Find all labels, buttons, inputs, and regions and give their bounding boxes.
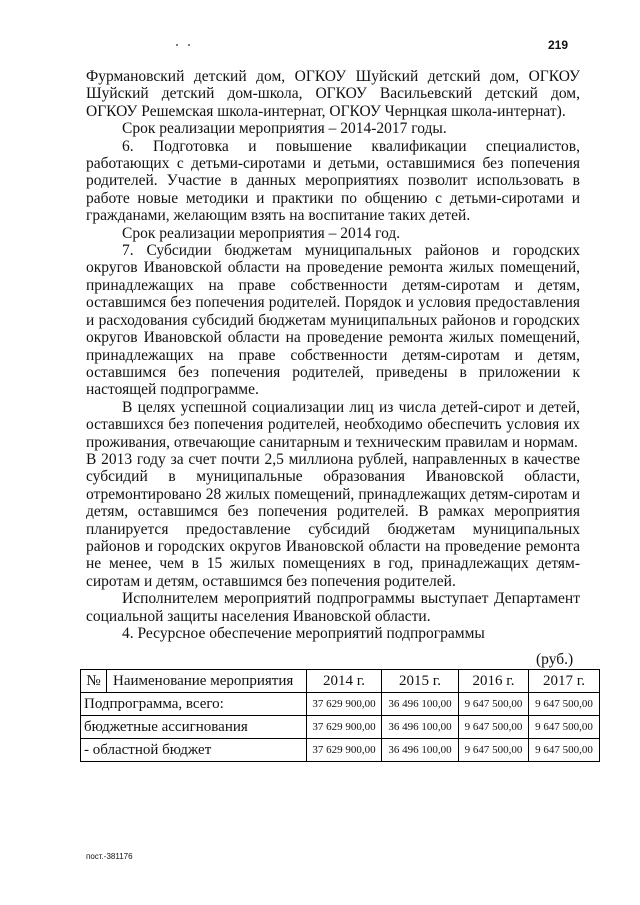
scan-speck — [176, 44, 178, 46]
row-label: - областной бюджет — [81, 739, 307, 762]
table-row — [81, 739, 600, 762]
header-number: № — [81, 670, 107, 693]
paragraph-socialization: В целях успешной социализации лиц из числа детей-сирот и детей, оставшихся без попечения родителей, необходимо обеспечить условия их проживания, отвечающие санитарным и техническим правилам и нормам. — [86, 398, 580, 451]
scan-speck — [188, 44, 190, 46]
paragraph-term-2014: Срок реализации мероприятия – 2014 год. — [122, 224, 401, 242]
header-2017: 2017 г. — [529, 670, 600, 693]
paragraph-2013-results: В 2013 году за счет почти 2,5 миллиона рублей, направленных в качестве субсидий в муниципальные образования Ивановской области, отремонтировано 28 жилых помещений, принадлежащих детям-сиротам и детям, оставшимся без попечения родителей. В рамках мероприятия планируется предоставление субсидий бюджетам муниципальных районов и городских округов Ивановской области на проведение ремонта не менее, чем в 15 жилых помещениях в год, принадлежащих детям-сиротам и детям, оставшимся без попечения родителей. — [86, 450, 580, 590]
cell-2017: 9 647 500,00 — [529, 716, 600, 739]
table-header-row — [81, 670, 600, 693]
section-heading-resources: 4. Ресурсное обеспечение мероприятий подпрограммы — [122, 625, 485, 642]
cell-2014: 37 629 900,00 — [307, 739, 382, 762]
row-label: Подпрограмма, всего: — [81, 693, 307, 716]
paragraph-item-6: 6. Подготовка и повышение квалификации специалистов, работающих с детьми-сиротами и детьми, оставшимися без попечения родителей. Участие в данных мероприятиях позволит использовать в работе новые методики и практики по общению с детьми-сиротами и гражданами, желающим взять на воспитание таких детей. — [86, 137, 580, 225]
cell-2015: 36 496 100,00 — [382, 693, 459, 716]
body-text — [86, 68, 580, 642]
header-2014: 2014 г. — [307, 670, 382, 693]
table-unit-label: (руб.) — [536, 651, 574, 668]
paragraph-term-2014-2017: Срок реализации мероприятия – 2014-2017 годы. — [122, 120, 447, 138]
page-number: 219 — [548, 38, 569, 52]
header-2015: 2015 г. — [382, 670, 459, 693]
table-row — [81, 693, 600, 716]
cell-2015: 36 496 100,00 — [382, 739, 459, 762]
cell-2016: 9 647 500,00 — [459, 739, 529, 762]
cell-2017: 9 647 500,00 — [529, 739, 600, 762]
table-row — [81, 716, 600, 739]
cell-2014: 37 629 900,00 — [307, 693, 382, 716]
cell-2016: 9 647 500,00 — [459, 693, 529, 716]
header-2016: 2016 г. — [459, 670, 529, 693]
cell-2016: 9 647 500,00 — [459, 716, 529, 739]
footer-code: пост.-381176 — [86, 852, 133, 861]
row-label: бюджетные ассигнования — [81, 716, 307, 739]
paragraph-item-7: 7. Субсидии бюджетам муниципальных районов и городских округов Ивановской области на проведение ремонта жилых помещений, принадлежащих на праве собственности детям-сиротам и детям, оставшимся без попечения родителей. Порядок и условия предоставления и расходования субсидий бюджетам муниципальных районов и городских округов Ивановской области на проведение ремонта жилых помещений, принадлежащих на праве собственности детям-сиротам и детям, оставшимся без попечения родителей, приведены в приложении к настоящей подпрограмме. — [86, 242, 580, 399]
paragraph-executor: Исполнителем мероприятий подпрограммы выступает Департамент социальной защиты населения Ивановской области. — [86, 590, 580, 625]
cell-2017: 9 647 500,00 — [529, 693, 600, 716]
cell-2015: 36 496 100,00 — [382, 716, 459, 739]
header-name: Наименование мероприятия — [107, 670, 307, 693]
resource-table — [80, 669, 600, 762]
cell-2014: 37 629 900,00 — [307, 716, 382, 739]
paragraph-institutions: Фурмановский детский дом, ОГКОУ Шуйский детский дом, ОГКОУ Шуйский детский дом-школа, ОГКОУ Васильевский детский дом, ОГКОУ Решемская школа-интернат, ОГКОУ Чернцкая школа-интернат). — [86, 68, 580, 120]
